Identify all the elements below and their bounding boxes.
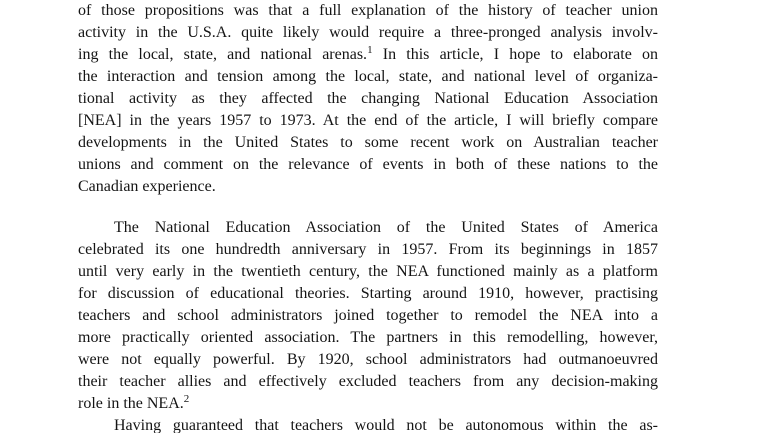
line-text: role in the NEA. — [78, 395, 184, 412]
paragraph-2-line-7: were not equally powerful. By 1920, school administrators had outmanoeuvred — [78, 351, 658, 368]
paragraph-2-line-9 — [78, 393, 658, 415]
paragraph-2-line-3: until very early in the twentieth century, the NEA functioned mainly as a platform — [78, 263, 658, 280]
line-text-continued: In this article, I hope to elaborate on — [372, 46, 659, 63]
paragraph-1-line-6: [NEA] in the years 1957 to 1973. At the end of the article, I will briefly compare — [78, 112, 658, 129]
line-text: ing the local, state, and national arenas. — [78, 46, 368, 63]
paragraph-3-line-1: Having guaranteed that teachers would not be autonomous within the as- — [114, 417, 658, 433]
paragraph-1-line-5: tional activity as they affected the changing National Education Association — [78, 90, 658, 107]
paragraph-2-line-4: for discussion of educational theories. Starting around 1910, however, practising — [78, 285, 658, 302]
paragraph-2-line-8: their teacher allies and effectively excluded teachers from any decision-making — [78, 373, 658, 390]
paragraph-2-line-5: teachers and school administrators joined together to remodel the NEA into a — [78, 307, 658, 324]
paragraph-1-line-4: the interaction and tension among the local, state, and national level of organiza- — [78, 68, 658, 85]
paragraph-1-line-9: Canadian experience. — [78, 178, 216, 195]
paragraph-1-line-2: activity in the U.S.A. quite likely would require a three-pronged analysis involv- — [78, 24, 658, 41]
paragraph-2-line-2: celebrated its one hundredth anniversary in 1957. From its beginnings in 1857 — [78, 241, 658, 258]
paragraph-2-line-1: The National Education Association of the United States of America — [114, 219, 658, 236]
footnote-marker-1: 1 — [367, 44, 373, 56]
footnote-marker-2: 2 — [183, 393, 190, 405]
paragraph-2-line-6: more practically oriented association. The partners in this remodelling, however, — [78, 329, 658, 346]
paragraph-1-line-3 — [78, 44, 658, 66]
paragraph-1-line-7: developments in the United States to some recent work on Australian teacher — [78, 134, 658, 151]
paragraph-1-line-8: unions and comment on the relevance of events in both of these nations to the — [78, 156, 658, 173]
paragraph-1-line-1: of those propositions was that a full explanation of the history of teacher union — [78, 2, 658, 19]
